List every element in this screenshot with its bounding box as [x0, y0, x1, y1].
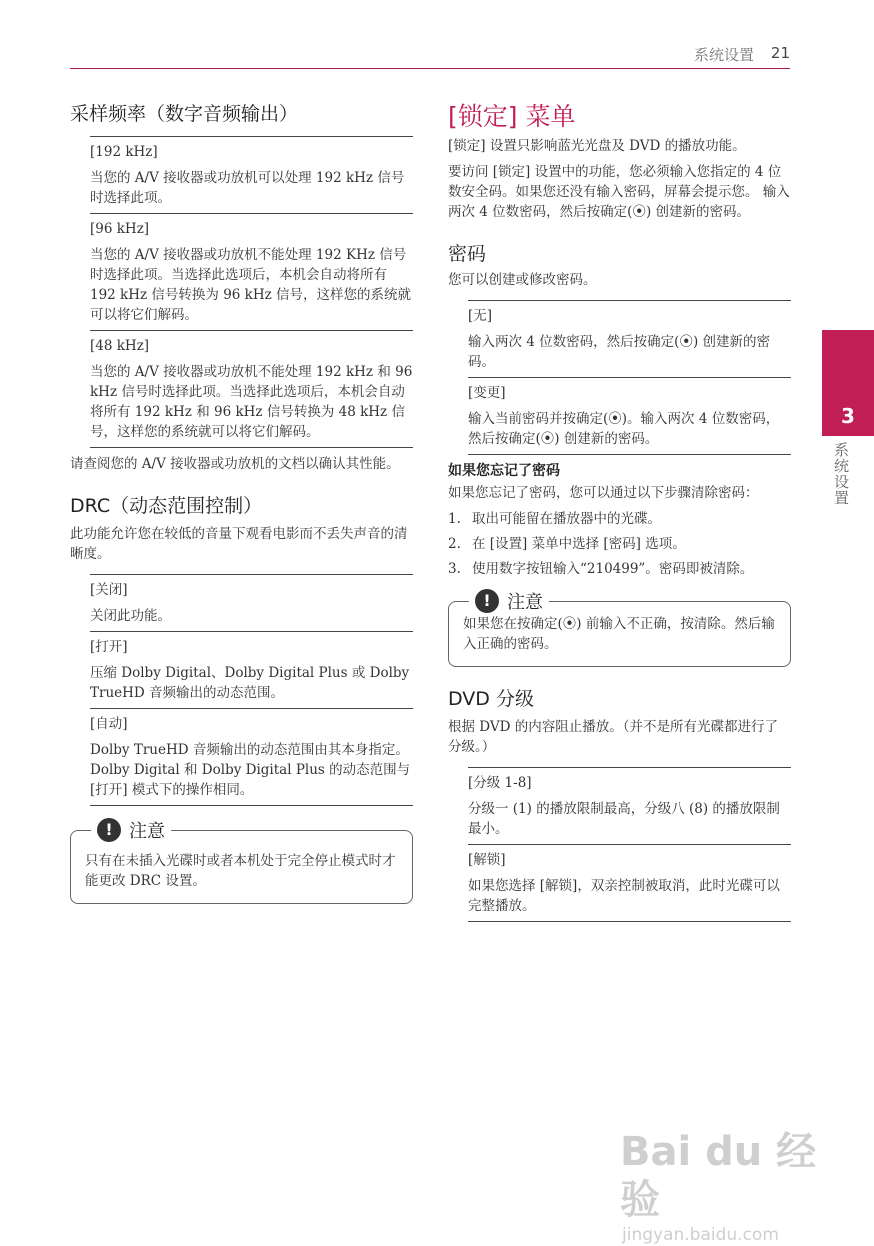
dvd-rating-options	[468, 767, 791, 922]
option-label: [关闭]	[90, 582, 128, 598]
option-label: [自动]	[90, 716, 128, 732]
forgot-password-title: 如果您忘记了密码	[448, 463, 560, 479]
password-options	[468, 300, 791, 455]
step-text: 取出可能留在播放器中的光碟。	[472, 511, 661, 527]
option-item	[90, 575, 413, 632]
option-text: 当您的 A/V 接收器或功放机不能处理 192 kHz 和 96 kHz 信号时选择此项。当选择此选项后，本机会自动将所有 192 kHz 和 96 kHz 信号转换为 48 kHz 信号，这样您的系统就可以将它们解码。	[90, 364, 413, 440]
exclamation-icon: !	[475, 589, 499, 613]
option-text: 输入两次 4 位数密码，然后按确定(⦿) 创建新的密码。	[468, 334, 770, 370]
option-item	[90, 331, 413, 448]
note-header	[469, 588, 549, 614]
option-item	[90, 137, 413, 214]
option-item	[468, 845, 791, 922]
option-label: [打开]	[90, 639, 128, 655]
lock-paragraph-2: 要访问 [锁定] 设置中的功能，您必须输入您指定的 4 位数安全码。如果您还没有输入密码，屏幕会提示您。 输入两次 4 位数密码，然后按确定(⦿) 创建新的密码。	[448, 164, 790, 220]
note-text: 如果您在按确定(⦿) 前输入不正确，按清除。然后输入正确的密码。	[463, 616, 775, 652]
dvd-rating-intro: 根据 DVD 的内容阻止播放。（并不是所有光碟都进行了分级。）	[448, 719, 778, 755]
option-text: Dolby TrueHD 音频输出的动态范围由其本身指定。Dolby Digital 和 Dolby Digital Plus 的动态范围与 [打开] 模式下的操作相同。	[90, 742, 411, 798]
page-header	[70, 40, 790, 69]
chapter-label: 系统设置	[832, 442, 850, 506]
password-note-box	[448, 591, 791, 667]
option-label: [分级 1-8]	[468, 775, 532, 791]
option-label: [解锁]	[468, 852, 506, 868]
watermark-logo: Bai du 经验	[620, 1129, 817, 1223]
left-column	[70, 100, 413, 904]
list-item	[448, 559, 791, 579]
option-text: 关闭此功能。	[90, 608, 171, 624]
step-text: 使用数字按钮输入“210499”。密码即被清除。	[472, 561, 754, 577]
drc-title: DRC（动态范围控制）	[70, 495, 263, 517]
lock-menu-title: [锁定] 菜单	[448, 102, 576, 131]
option-label: [192 kHz]	[90, 144, 158, 160]
list-item	[448, 509, 791, 529]
note-header	[91, 817, 171, 843]
option-item	[468, 301, 791, 378]
sampling-footer: 请查阅您的 A/V 接收器或功放机的文档以确认其性能。	[70, 456, 400, 472]
sampling-options	[90, 136, 413, 448]
watermark-url: jingyan.baidu.com	[622, 1225, 779, 1245]
option-text: 输入当前密码并按确定(⦿)。输入两次 4 位数密码，然后按确定(⦿) 创建新的密码。	[468, 411, 780, 447]
note-title: 注意	[507, 592, 543, 613]
sampling-title: 采样频率（数字音频输出）	[70, 103, 299, 125]
forgot-steps	[448, 509, 791, 579]
step-number: 1.	[448, 511, 461, 527]
option-text: 当您的 A/V 接收器或功放机可以处理 192 kHz 信号时选择此项。	[90, 170, 405, 206]
dvd-rating-title: DVD 分级	[448, 688, 534, 710]
header-section-title: 系统设置	[693, 46, 754, 64]
list-item	[448, 534, 791, 554]
drc-note-box	[70, 820, 413, 904]
lock-paragraph-1: [锁定] 设置只影响蓝光光盘及 DVD 的播放功能。	[448, 138, 746, 154]
option-label: [无]	[468, 308, 493, 324]
note-title: 注意	[129, 821, 165, 842]
option-item	[468, 768, 791, 845]
option-label: [变更]	[468, 385, 506, 401]
step-number: 2.	[448, 536, 461, 552]
option-label: [48 kHz]	[90, 338, 150, 354]
option-label: [96 kHz]	[90, 221, 150, 237]
option-text: 分级一 (1) 的播放限制最高，分级八 (8) 的播放限制最小。	[468, 801, 780, 837]
option-text: 当您的 A/V 接收器或功放机不能处理 192 KHz 信号时选择此项。当选择此选项后，本机会自动将所有 192 kHz 信号转换为 96 kHz 信号，这样您的系统就可以将它们解码。	[90, 247, 412, 323]
drc-intro: 此功能允许您在较低的音量下观看电影而不丢失声音的清晰度。	[70, 526, 408, 562]
option-text: 如果您选择 [解锁]，双亲控制被取消，此时光碟可以完整播放。	[468, 878, 780, 914]
option-item	[90, 632, 413, 709]
watermark	[620, 1128, 830, 1245]
password-intro: 您可以创建或修改密码。	[448, 272, 597, 288]
step-number: 3.	[448, 561, 461, 577]
right-column	[448, 100, 791, 922]
step-text: 在 [设置] 菜单中选择 [密码] 选项。	[472, 536, 686, 552]
password-title: 密码	[448, 243, 487, 265]
option-item	[90, 709, 413, 806]
page-number: 21	[770, 44, 790, 62]
exclamation-icon: !	[97, 818, 121, 842]
note-text: 只有在未插入光碟时或者本机处于完全停止模式时才能更改 DRC 设置。	[85, 853, 396, 889]
option-text: 压缩 Dolby Digital、Dolby Digital Plus 或 Dolby TrueHD 音频输出的动态范围。	[90, 665, 410, 701]
forgot-password-intro: 如果您忘记了密码，您可以通过以下步骤清除密码：	[448, 485, 759, 501]
option-item	[90, 214, 413, 331]
chapter-number: 3	[841, 404, 855, 428]
drc-options	[90, 574, 413, 806]
option-item	[468, 378, 791, 455]
